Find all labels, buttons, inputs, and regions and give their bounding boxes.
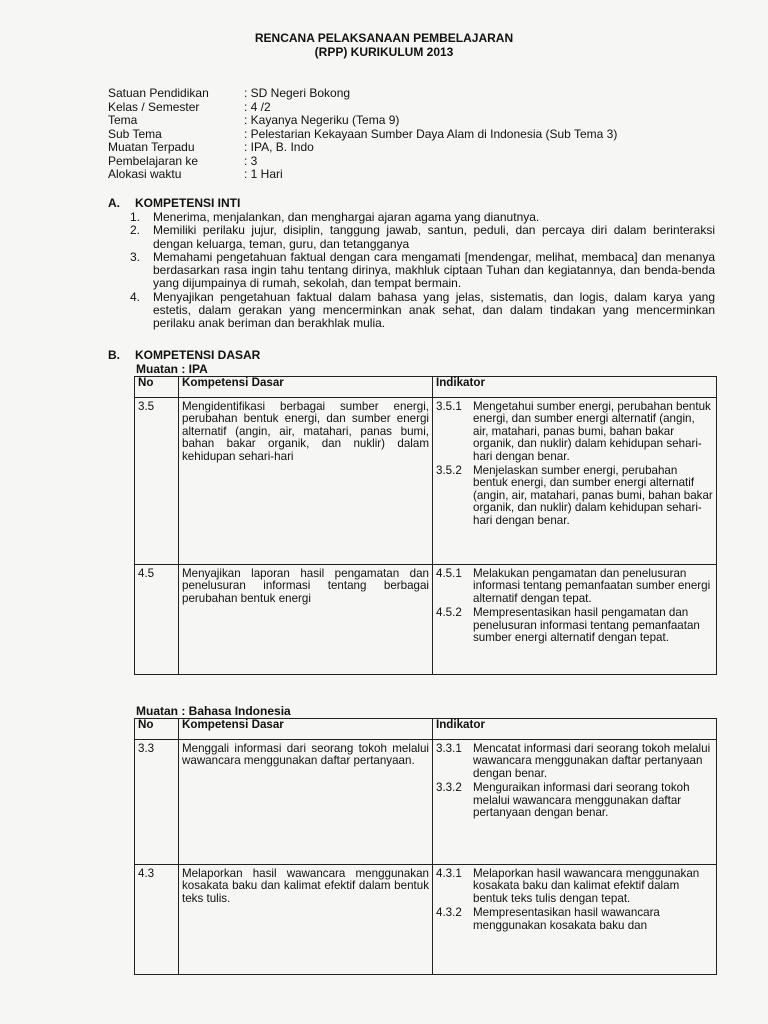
meta-value: : 1 Hari [244,167,283,181]
row-no: 3.3 [135,740,179,865]
header-indikator: Indikator [433,377,717,398]
indicator-text: Melakukan pengamatan dan penelusuran informasi tentang pemanfaatan sumber energi alternatif dengan tepat. [473,567,711,605]
indicator-item [436,868,713,905]
indicator-code: 3.3.2 [436,781,462,795]
row-kd: Melaporkan hasil wawancara menggunakan kosakata baku dan kalimat efektif dalam bentuk teks tulis. [179,865,433,975]
indicator-code: 4.3.2 [436,906,462,920]
table-header-row [135,719,717,740]
indicator-code: 3.5.2 [436,464,462,478]
list-number: 1. [130,210,141,224]
row-indicators [433,740,717,865]
table-row [135,740,717,865]
section-title: KOMPETENSI DASAR [135,348,261,362]
row-no: 4.3 [135,865,179,975]
indicator-text: Mempresentasikan hasil wawancara menggunakan kosakata baku dan [473,906,660,932]
meta-value: : Pelestarian Kekayaan Sumber Daya Alam di Indonesia (Sub Tema 3) [244,126,618,141]
meta-value: : 4 /2 [244,99,271,114]
doc-title-line1: RENCANA PELAKSANAAN PEMBELAJARAN [254,31,514,45]
kd-table-ipa [134,376,717,675]
muatan-ipa-label: Muatan : IPA [136,362,208,376]
indicator-item [436,607,713,644]
meta-label: Pembelajaran ke [108,153,199,168]
table-row [135,865,717,975]
section-b-heading [108,349,260,362]
header-no: No [135,719,179,740]
list-number: 3. [130,249,141,264]
list-number: 4. [130,289,141,304]
table-row [135,565,717,675]
row-kd: Menyajikan laporan hasil pengamatan dan penelusuran informasi tentang berbagai perubahan bentuk energi [179,565,433,675]
meta-value: : Kayanya Negeriku (Tema 9) [244,113,400,127]
list-text: Menerima, menjalankan, dan menghargai ajaran agama yang dianutnya. [153,210,540,224]
row-kd: Menggali informasi dari seorang tokoh melalui wawancara menggunakan daftar pertanyaan. [179,740,433,865]
meta-label: Sub Tema [108,126,162,141]
table-row [135,398,717,565]
indicator-text: Melaporkan hasil wawancara menggunakan kosakata baku dan kalimat efektif dalam bentuk teks tulis dengan tepat. [473,867,700,905]
indicator-code: 3.3.1 [436,742,462,755]
row-indicators [433,398,717,565]
list-item [130,224,715,251]
header-kd: Kompetensi Dasar [179,719,433,740]
kd-table-bindo [134,718,717,975]
indicator-item [436,782,713,819]
row-no: 3.5 [135,398,179,565]
section-a-heading [108,197,240,210]
list-text: Memahami pengetahuan faktual dengan cara mengamati [mendengar, melihat, membaca] dan menanya berdasarkan rasa ingin tahu tentang dirinya, makhluk ciptaan Tuhan dan kegiatannya, dan benda-benda yang dijumpainya di rumah, sekolah, dan tempat bermain. [153,249,715,291]
meta-label: Kelas / Semester [108,99,200,114]
meta-value: : SD Negeri Bokong [244,86,351,100]
meta-label: Satuan Pendidikan [108,86,209,100]
header-indikator: Indikator [433,719,717,740]
list-item [130,291,715,331]
indicator-text: Menjelaskan sumber energi, perubahan bentuk energi, dan sumber energi alternatif (angin, air, matahari, panas bumi, bahan bakar organik, dan nuklir) dalam kehidupan sehari-hari dengan benar. [473,464,713,527]
meta-label: Tema [108,113,138,127]
section-title: KOMPETENSI INTI [135,196,241,210]
meta-label: Muatan Terpadu [108,140,195,154]
section-letter: A. [108,196,120,210]
row-indicators [433,565,717,675]
list-text: Memiliki perilaku jujur, disiplin, tanggung jawab, santun, peduli, dan percaya diri dalam berinteraksi dengan keluarga, teman, guru, dan tetangganya [153,223,715,251]
meta-value: : 3 [244,153,258,168]
indicator-text: Mengetahui sumber energi, perubahan bentuk energi, dan sumber energi alternatif (angin, air, matahari, panas bumi, bahan bakar organik, dan nuklir) dalam kehidupan sehari-hari dengan benar. [473,400,711,463]
row-kd: Mengidentifikasi berbagai sumber energi, perubahan bentuk energi, dan sumber energi alternatif (angin, air, matahari, panas bumi, bahan bakar organik, dan nuklir) dalam kehidupan sehari-hari [179,398,433,565]
list-item [130,251,715,291]
table-header-row [135,377,717,398]
indicator-item [436,907,713,932]
row-no: 4.5 [135,565,179,675]
meta-label: Alokasi waktu [108,167,182,181]
indicator-item [436,465,713,527]
indicator-text: Mencatat informasi dari seorang tokoh melalui wawancara menggunakan daftar pertanyaan dengan benar. [473,742,711,780]
indicator-code: 4.5.2 [436,606,462,620]
kompetensi-inti-list [130,211,715,331]
doc-title-line2: (RPP) KURIKULUM 2013 [314,45,454,59]
indicator-code: 3.5.1 [436,400,462,413]
header-kd: Kompetensi Dasar [179,377,433,398]
list-text: Menyajikan pengetahuan faktual dalam bahasa yang jelas, sistematis, dan logis, dalam karya yang estetis, dalam gerakan yang mencerminkan anak sehat, dan dalam tindakan yang mencerminkan perilaku anak beriman dan berakhlak mulia. [153,289,715,331]
list-item [130,211,715,224]
section-letter: B. [108,348,120,362]
row-indicators [433,865,717,975]
muatan-bindo-label: Muatan : Bahasa Indonesia [136,704,291,718]
list-number: 2. [130,223,141,238]
indicator-text: Menguraikan informasi dari seorang tokoh melalui wawancara menggunakan daftar pertanyaan dengan benar. [473,781,690,820]
indicator-item [436,401,713,463]
meta-value: : IPA, B. Indo [244,140,314,154]
indicator-item [436,743,713,780]
indicator-code: 4.3.1 [436,867,462,880]
indicator-code: 4.5.1 [436,567,462,580]
indicator-item [436,568,713,605]
header-no: No [135,377,179,398]
indicator-text: Mempresentasikan hasil pengamatan dan penelusuran informasi tentang pemanfaatan sumber energi alternatif dengan tepat. [473,606,700,645]
